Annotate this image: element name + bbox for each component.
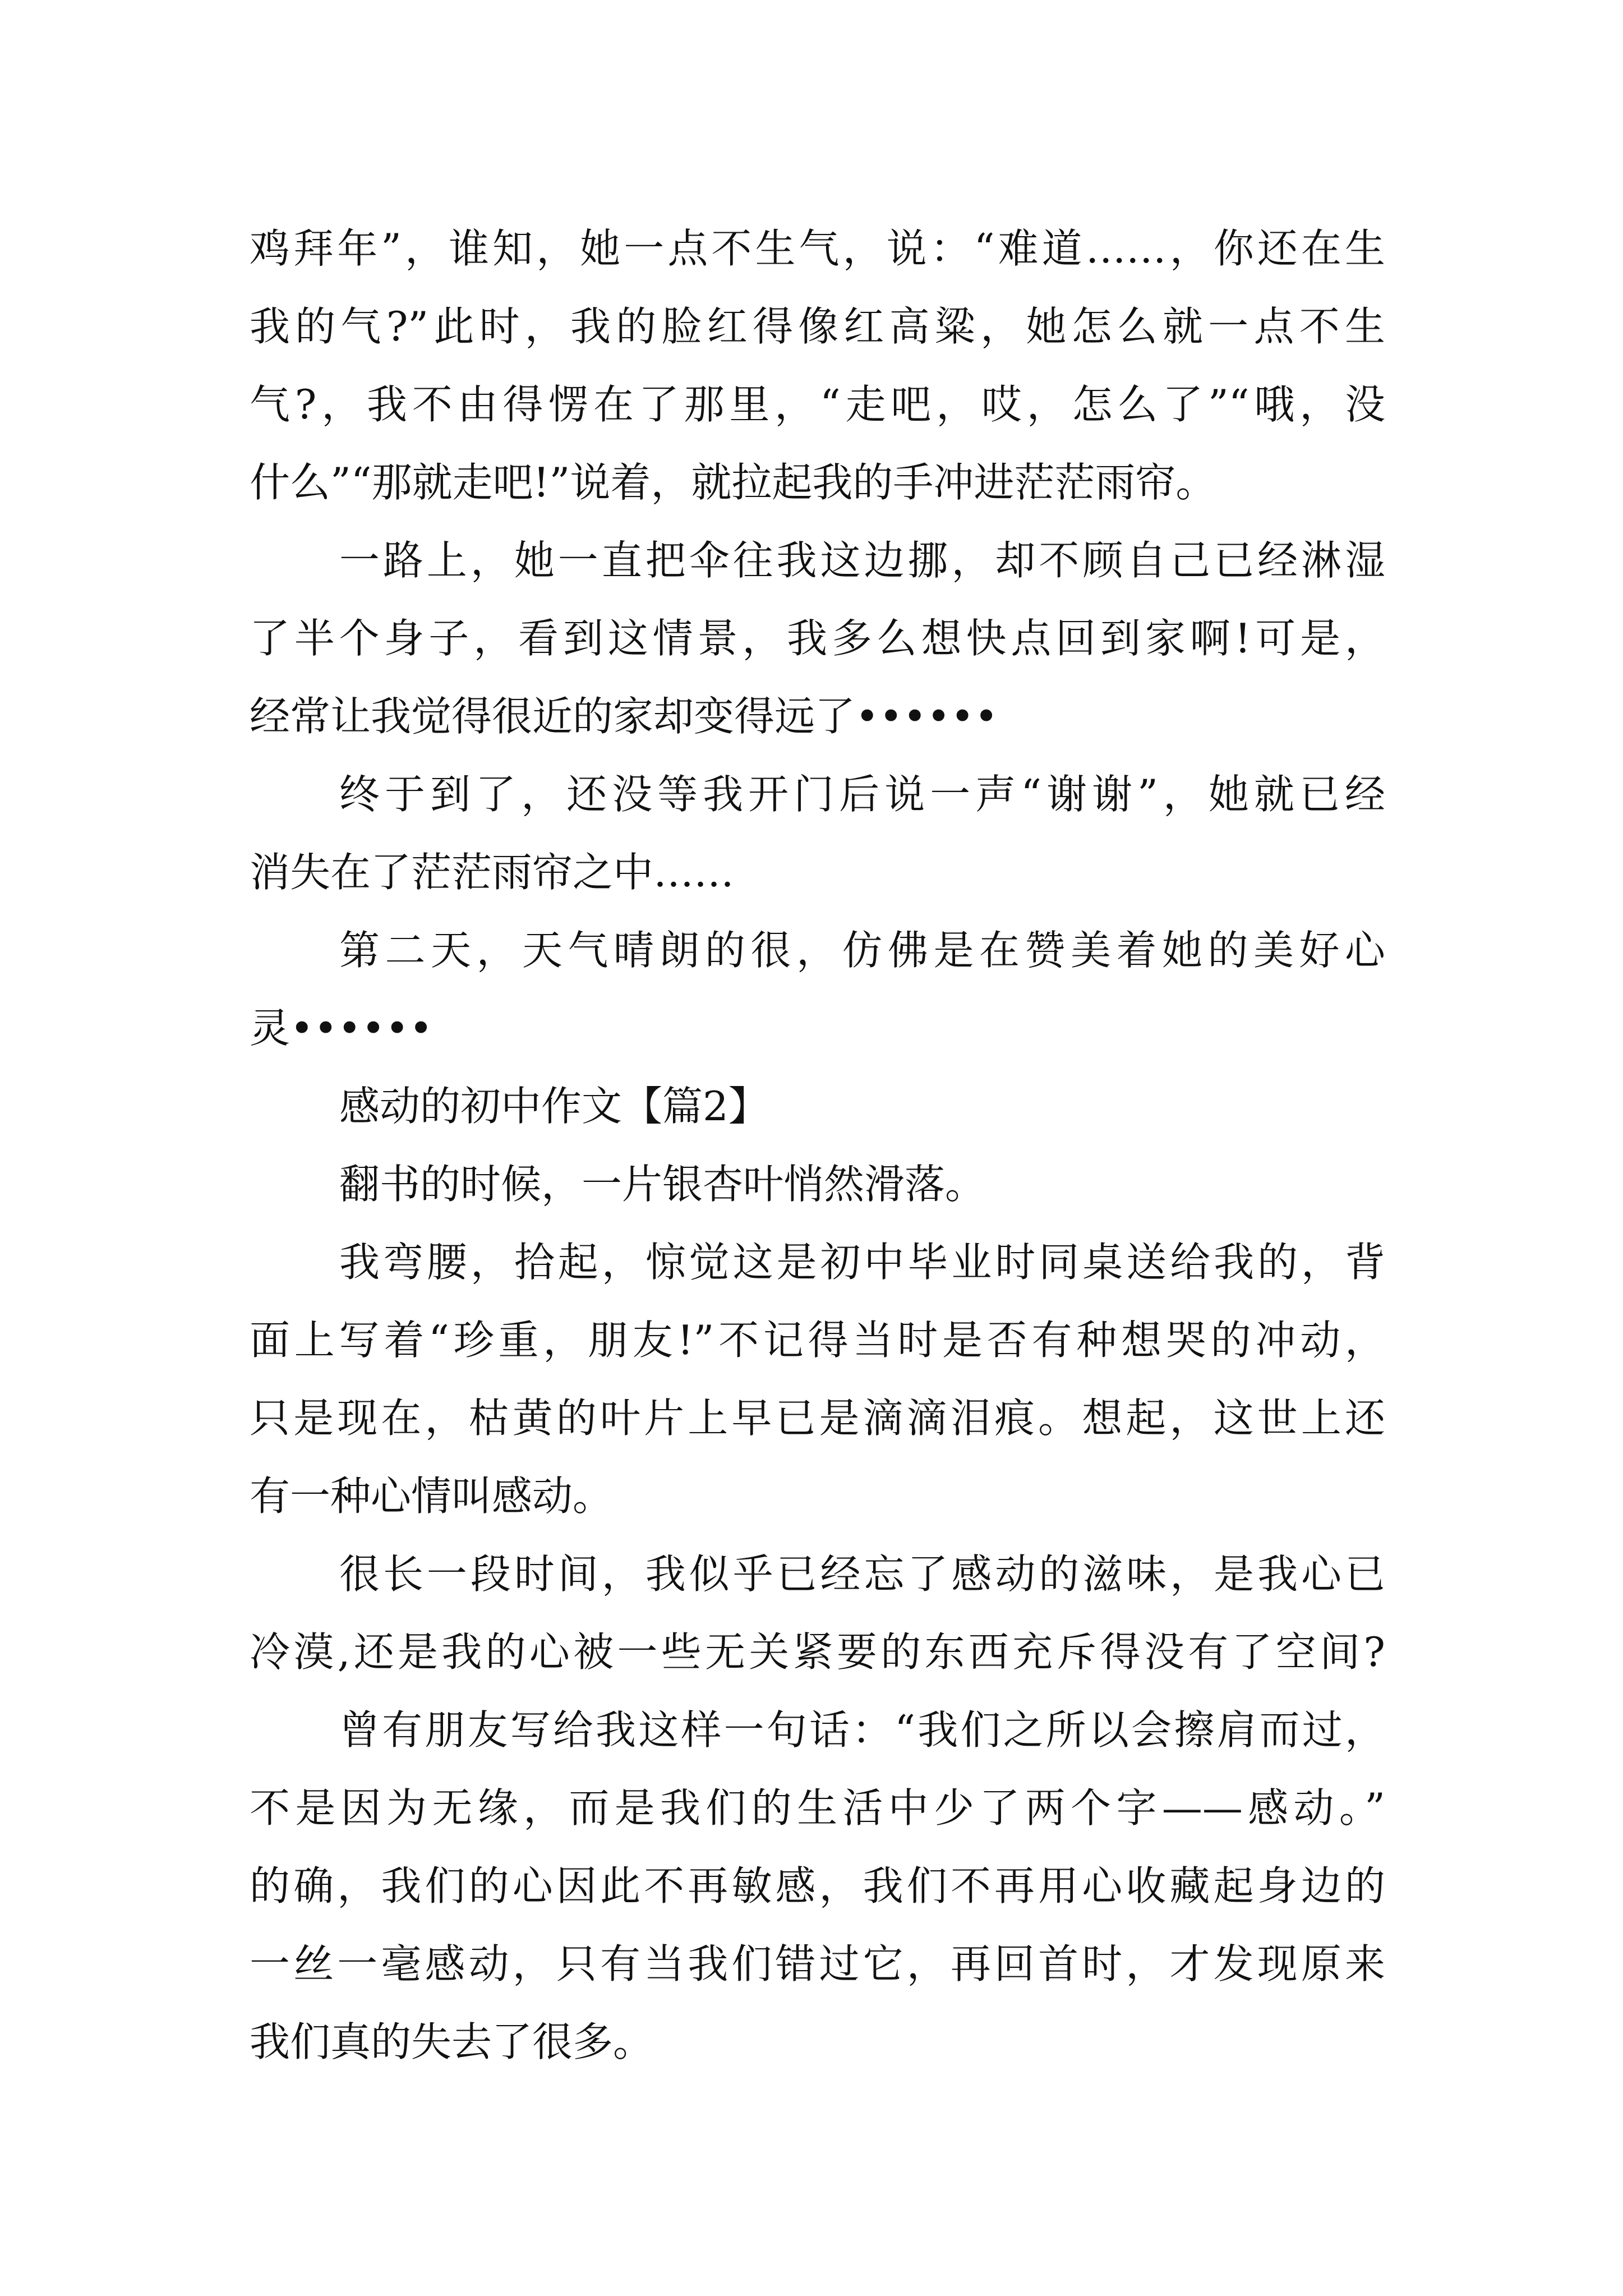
text-line: 的确，我们的心因此不再敏感，我们不再用心收藏起身边的 — [250, 1862, 1385, 1910]
text-line: 了半个身子，看到这情景，我多么想快点回到家啊!可是， — [250, 615, 1385, 662]
text-line: 经常让我觉得很近的家却变得远了•••••• — [250, 693, 998, 740]
text-line: 什么”“那就走吧!”说着，就拉起我的手冲进茫茫雨帘。 — [250, 459, 1216, 506]
text-line: 终于到了，还没等我开门后说一声“谢谢”，她就已经 — [339, 771, 1385, 818]
text-line: 有一种心情叫感动。 — [250, 1473, 614, 1520]
text-line: 灵•••••• — [250, 1005, 433, 1052]
text-line: 我们真的失去了很多。 — [250, 2018, 654, 2065]
body-text — [250, 210, 1385, 2081]
text-line: 我的气?”此时，我的脸红得像红高粱，她怎么就一点不生 — [250, 303, 1385, 350]
text-line: 不是因为无缘，而是我们的生活中少了两个字——感动。” — [250, 1784, 1385, 1832]
text-line: 很长一段时间，我似乎已经忘了感动的滋味，是我心已 — [339, 1550, 1385, 1598]
text-line: 我弯腰，拾起，惊觉这是初中毕业时同桌送给我的，背 — [339, 1239, 1385, 1286]
text-line: 只是现在，枯黄的叶片上早已是滴滴泪痕。想起，这世上还 — [250, 1395, 1385, 1442]
text-line: 第二天，天气晴朗的很，仿佛是在赞美着她的美好心 — [339, 927, 1385, 974]
text-line: 鸡拜年”，谁知，她一点不生气，说：“难道……，你还在生 — [250, 225, 1385, 272]
text-line: 一路上，她一直把伞往我这边挪，却不顾自己已经淋湿 — [339, 537, 1385, 584]
text-line: 冷漠,还是我的心被一些无关紧要的东西充斥得没有了空间? — [250, 1628, 1385, 1676]
text-line: 翻书的时候，一片银杏叶悄然滑落。 — [339, 1161, 986, 1208]
text-line: 消失在了茫茫雨帘之中…… — [250, 849, 735, 896]
text-line: 面上写着“珍重，朋友!”不记得当时是否有种想哭的冲动， — [250, 1317, 1385, 1364]
text-line: 曾有朋友写给我这样一句话：“我们之所以会擦肩而过， — [339, 1706, 1385, 1754]
text-line: 气?，我不由得愣在了那里，“走吧，哎，怎么了”“哦，没 — [250, 381, 1385, 428]
text-line: 一丝一毫感动，只有当我们错过它，再回首时，才发现原来 — [250, 1940, 1385, 1987]
text-line: 感动的初中作文【篇2】 — [339, 1083, 769, 1130]
